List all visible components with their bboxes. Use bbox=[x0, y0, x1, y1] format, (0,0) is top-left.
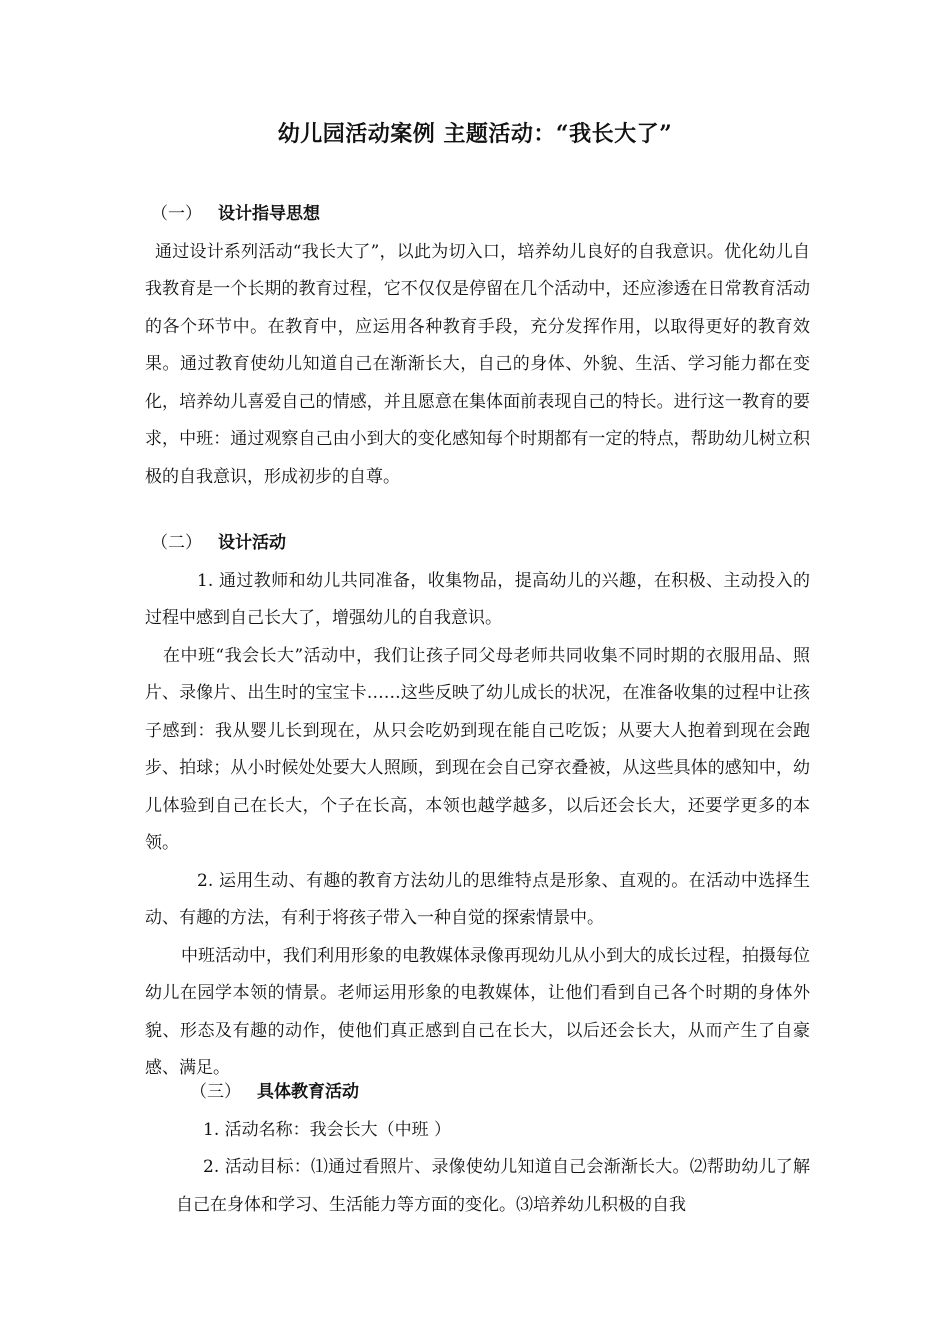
section-3-title: 具体教育活动 bbox=[257, 1082, 359, 1102]
section-1 bbox=[145, 196, 810, 496]
section-2-point-2: 2. 运用生动、有趣的教育方法幼儿的思维特点是形象、直观的。在活动中选择生动、有趣的方法，有利于将孩子带入一种自觉的探索情景中。 bbox=[145, 870, 810, 928]
section-1-title: 设计指导思想 bbox=[218, 204, 320, 224]
section-2-heading bbox=[145, 525, 810, 563]
section-2-point-1: 1. 通过教师和幼儿共同准备，收集物品，提高幼儿的兴趣，在积极、主动投入的过程中感到自己长大了，增强幼儿的自我意识。 bbox=[145, 570, 810, 628]
section-3 bbox=[145, 1074, 810, 1149]
section-3-number: （三） bbox=[190, 1082, 241, 1102]
section-3-item-2: 2. 活动目标：⑴通过看照片、录像使幼儿知道自己会渐渐长大。⑵帮助幼儿了解自己在身体和学习、生活能力等方面的变化。⑶培养幼儿积极的自我 bbox=[176, 1157, 810, 1215]
section-1-number: （一） bbox=[151, 204, 202, 224]
section-1-heading bbox=[145, 196, 810, 234]
section-2-number: （二） bbox=[151, 533, 202, 553]
section-2-paragraph-1: 在中班“我会长大”活动中，我们让孩子同父母老师共同收集不同时期的衣服用品、照片、录像片、出生时的宝宝卡……这些反映了幼儿成长的状况，在准备收集的过程中让孩子感到：我从婴儿长到现在，从只会吃奶到现在能自己吃饭；从要大人抱着到现在会跑步、拍球；从小时候处处要大人照顾，到现在会自己穿衣叠被，从这些具体的感知中，幼儿体验到自己在长大，个子在长高，本领也越学越多，以后还会长大，还要学更多的本领。 bbox=[145, 645, 810, 853]
section-2-paragraph-2: 中班活动中，我们利用形象的电教媒体录像再现幼儿从小到大的成长过程，拍摄每位幼儿在园学本领的情景。老师运用形象的电教媒体，让他们看到自己各个时期的身体外貌、形态及有趣的动作，使他们真正感到自己在长大，以后还会长大，从而产生了自豪感、满足。 bbox=[145, 945, 810, 1078]
section-3-heading bbox=[145, 1074, 810, 1112]
document-title: 幼儿园活动案例 主题活动：“我长大了” bbox=[277, 121, 673, 147]
section-2-title: 设计活动 bbox=[218, 533, 286, 553]
section-3-item-1: 1. 活动名称：我会长大（中班 ） bbox=[203, 1119, 452, 1140]
section-3-item-2-block bbox=[176, 1149, 810, 1224]
section-2 bbox=[145, 525, 810, 1088]
section-1-paragraph: 通过设计系列活动“我长大了”，以此为切入口，培养幼儿良好的自我意识。优化幼儿自我教育是一个长期的教育过程，它不仅仅是停留在几个活动中，还应渗透在日常教育活动的各个环节中。在教育中，应运用各种教育手段，充分发挥作用，以取得更好的教育效果。通过教育使幼儿知道自己在渐渐长大，自己的身体、外貌、生活、学习能力都在变化，培养幼儿喜爱自己的情感，并且愿意在集体面前表现自己的特长。进行这一教育的要求，中班：通过观察自己由小到大的变化感知每个时期都有一定的特点，帮助幼儿树立积极的自我意识，形成初步的自尊。 bbox=[145, 241, 810, 487]
